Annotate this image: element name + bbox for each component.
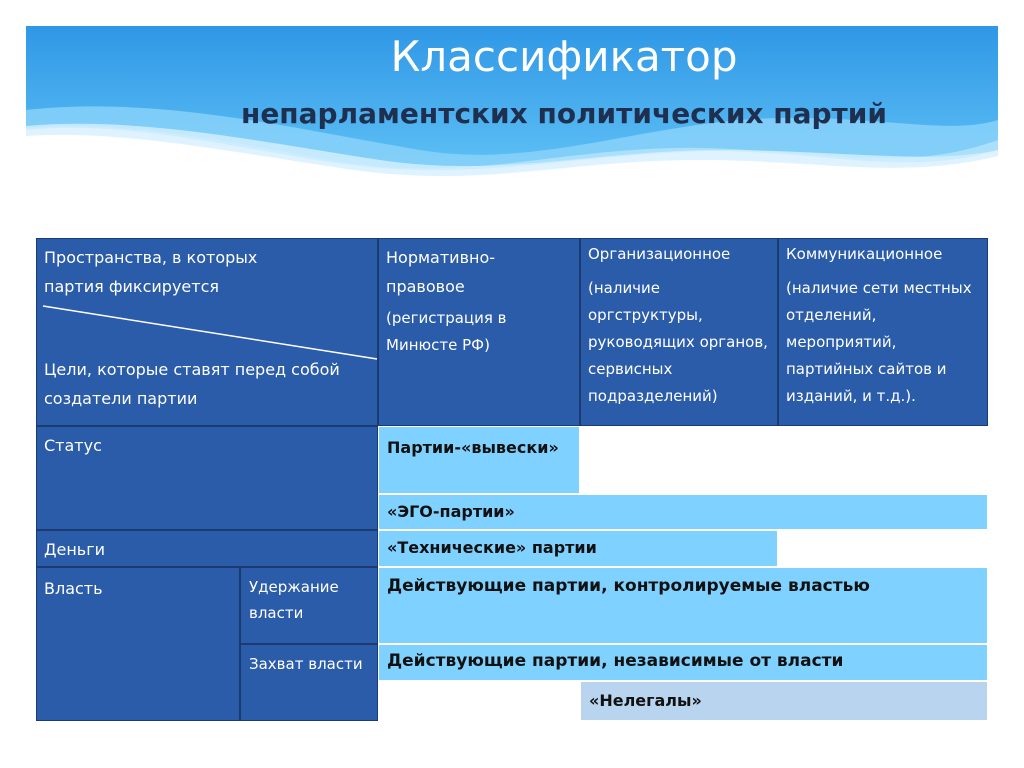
cell-illegal-parties: «Нелегалы» (580, 681, 988, 721)
cell-signboard-parties: Партии-«вывески» (378, 426, 580, 494)
row-label-power: Власть (36, 567, 240, 721)
col-header-communication-note: (наличие сети местных отделений, мероприятий, партийных сайтов и изданий, и т.д.). (786, 279, 972, 405)
cell-controlled-parties: Действующие партии, контролируемые властью (378, 567, 988, 644)
sub-label-hold-power-text: Удержание власти (249, 578, 339, 622)
col-header-communication (778, 238, 988, 426)
page-subtitle: непарламентских политических партий (240, 97, 888, 130)
cell-technical-parties: «Технические» партии (378, 530, 778, 567)
sub-label-seize-power (240, 644, 378, 721)
corner-bottom-text: Цели, которые ставят перед собой создатели партии (44, 360, 340, 408)
sub-label-hold-power (240, 567, 378, 644)
cell-independent-parties: Действующие партии, независимые от власти (378, 644, 988, 681)
col-header-normative (378, 238, 580, 426)
corner-top-text: Пространства, в которых партия фиксируется (44, 248, 258, 296)
col-header-organizational (580, 238, 778, 426)
corner-diagonal-line (37, 239, 379, 427)
col-header-normative-title: Нормативно-правовое (386, 248, 496, 296)
col-header-communication-title: Коммуникационное (786, 245, 943, 263)
cell-ego-parties: «ЭГО-партии» (378, 494, 988, 530)
page-title: Классификатор (390, 32, 738, 81)
col-header-organizational-title: Организационное (588, 245, 731, 263)
row-label-status: Статус (36, 426, 378, 530)
sub-label-seize-power-text: Захват власти (249, 655, 363, 673)
corner-cell (36, 238, 378, 426)
row-label-money: Деньги (36, 530, 378, 567)
col-header-normative-note: (регистрация в Минюсте РФ) (386, 309, 507, 354)
col-header-organizational-note: (наличие оргструктуры, руководящих органов, сервисных подразделений) (588, 279, 768, 405)
